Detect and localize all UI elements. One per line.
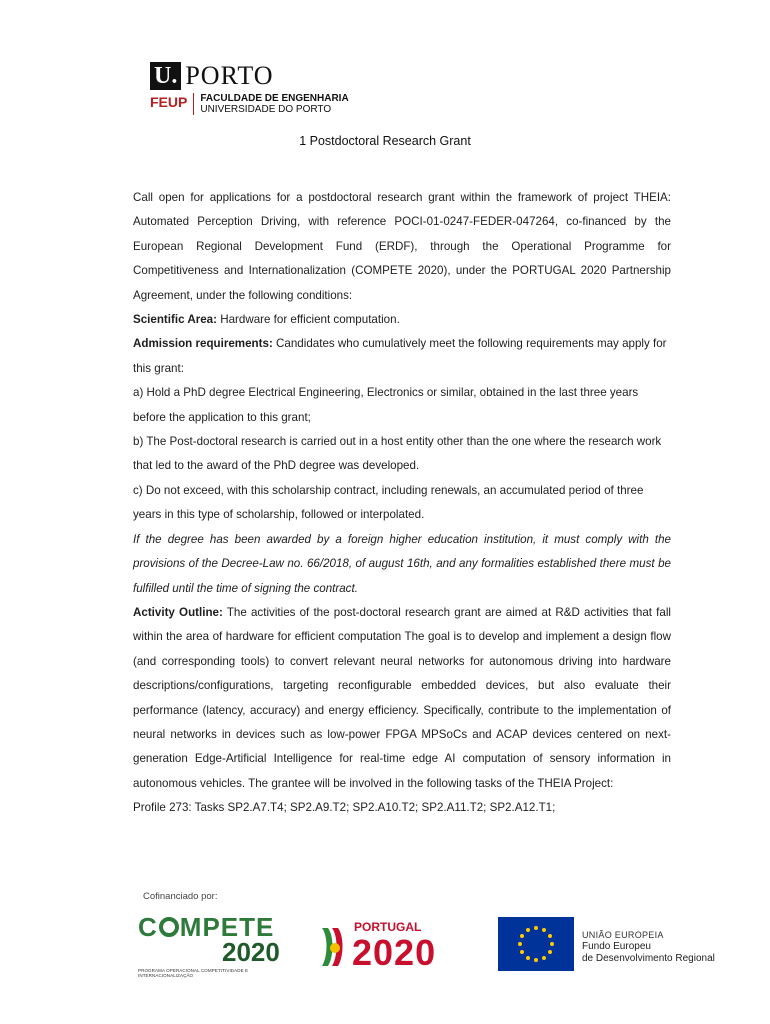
activity-text: The activities of the post-doctoral research grant are aimed at R&D activities that fall within the area of hardware for efficient computation The goal is to develop and implement a design flow (and corresponding tools) to convert relevant neural networks for autonomous driving into hardware descriptions/configurations, targeting reconfigurable embedded devices, but also evaluate their performance (latency, accuracy) and energy efficiency. Specifically, contribute to the implementation of neural networks in devices such as low-power FPGA MPSoCs and ACAP devices centered on next-generation Edge-Artificial Intelligence for real-time edge AI computation of sensory information in autonomous vehicles. The grantee will be involved in the following tasks of the THEIA Project:	[133, 605, 671, 790]
portugal-label: PORTUGAL	[354, 920, 422, 934]
portugal-2020-logo	[318, 920, 468, 974]
compete-letter-c: C	[138, 912, 158, 942]
intro-paragraph: Call open for applications for a postdoctoral research grant within the framework of project THEIA: Automated Perception Driving, with reference POCI-01-0247-FEDER-047264, co-financed by the European Regional Development Fund (ERDF), through the Operational Programme for Competitiveness and Internationalization (COMPETE 2020), under the PORTUGAL 2020 Partnership Agreement, under the following conditions:	[133, 191, 671, 302]
requirement-b: b) The Post-doctoral research is carried out in a host entity other than the one where the research work that led to the award of the PhD degree was developed.	[133, 435, 662, 473]
logo-faculty-text: FACULDADE DE ENGENHARIA	[200, 93, 349, 104]
portugal-year: 2020	[352, 932, 437, 973]
eu-erdf-logo	[498, 917, 718, 973]
eu-regional-label: de Desenvolvimento Regional	[582, 953, 715, 964]
scientific-area-paragraph	[133, 308, 671, 332]
eu-flag-icon	[498, 917, 574, 971]
requirement-a: a) Hold a PhD degree Electrical Engineering, Electronics or similar, obtained in the last three years before the application to this grant;	[133, 386, 639, 424]
document-title: 1 Postdoctoral Research Grant	[299, 134, 471, 148]
foreign-degree-note: If the degree has been awarded by a foreign higher education institution, it must comply with the provisions of the Decree-Law no. 66/2018, of august 16th, and any formalities established there must be fulfilled until the time of signing the contract.	[133, 532, 671, 595]
admission-text: Candidates who cumulatively meet the following requirements may apply for this grant:	[133, 337, 667, 375]
requirement-c: c) Do not exceed, with this scholarship contract, including renewals, an accumulated period of three years in this type of scholarship, followed or interpolated.	[133, 483, 644, 522]
logo-porto-text: PORTO	[185, 61, 274, 90]
scientific-area-label: Scientific Area:	[133, 313, 217, 327]
uporto-feup-logo	[150, 62, 349, 115]
logo-university-text: UNIVERSIDADE DO PORTO	[200, 104, 332, 115]
compete-year: 2020	[222, 937, 280, 967]
logo-u-mark: U.	[150, 62, 181, 90]
profile-tasks: Profile 273: Tasks SP2.A7.T4; SP2.A9.T2; SP2.A10.T2; SP2.A11.T2; SP2.A12.T1;	[133, 801, 556, 815]
eu-union-label: UNIÃO EUROPEIA	[582, 930, 664, 940]
eu-fund-label: Fundo Europeu	[582, 941, 651, 952]
logo-feup-text: FEUP	[150, 93, 194, 115]
compete-word-rest: MPETE	[179, 912, 275, 942]
compete-globe-icon	[159, 917, 179, 937]
admission-paragraph	[133, 332, 671, 381]
scientific-area-text: Hardware for efficient computation.	[216, 313, 400, 327]
activity-label: Activity Outline:	[133, 605, 223, 619]
activity-paragraph	[133, 601, 671, 796]
admission-label: Admission requirements:	[133, 337, 273, 351]
compete-2020-logo	[138, 914, 288, 978]
document-body	[133, 186, 671, 821]
compete-subtitle: PROGRAMA OPERACIONAL COMPETITIVIDADE E INTERNACIONALIZAÇÃO	[138, 968, 249, 978]
cofinanced-label: Cofinanciado por:	[143, 891, 218, 902]
portugal-flag-icon	[318, 922, 348, 970]
